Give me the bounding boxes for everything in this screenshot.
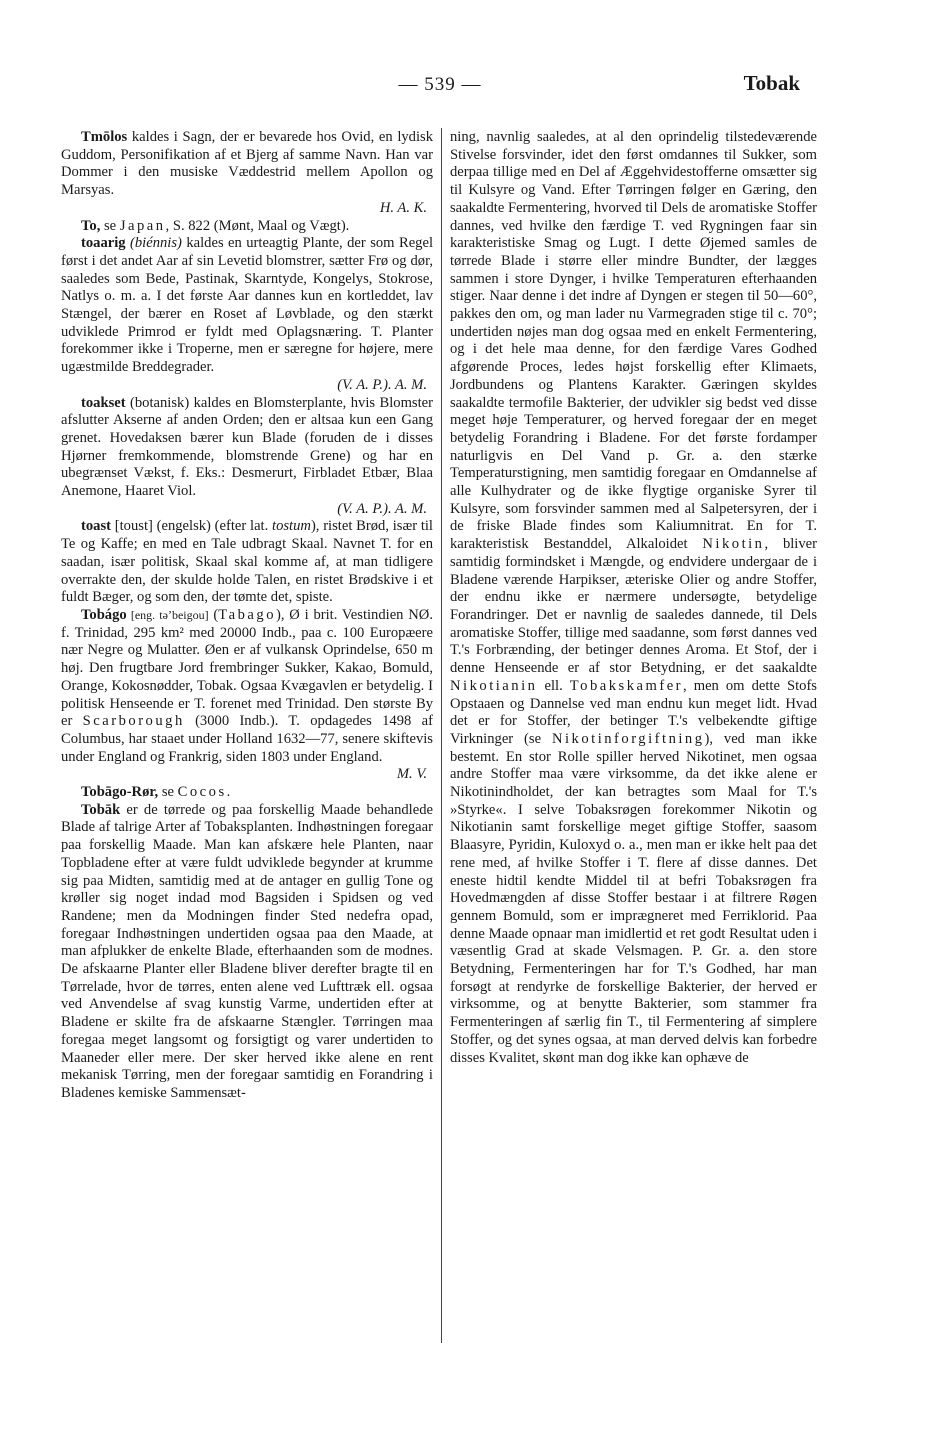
entry-text: , S. 822 (Mønt, Maal og Vægt). [165,217,350,234]
cross-reference: Tabago [218,606,276,623]
cross-reference: Cocos [177,784,227,801]
cross-reference: Scarborough [82,713,185,730]
entry-text: ell. [537,677,570,694]
entry-text: er de tørrede og paa forskellig Maade behandlede Blade af talrige Arter af Tobaksplanten. Indhøstningen foregaar paa forskellig Maade. Man kan afskære hele Planten, naar Topbladene efter at være fuldt udviklede begynder at krumme sig paa Midten, samtidig med at de antager en gullig Tone og krøller sig noget indad mod Bagsiden i Spidsen og ved Randene; men da Modningen finder Sted nedefra opad, foregaar Indhøstningen undertiden ogsaa paa den Maade, at man afplukker de enkelte Blade, efterhaanden som de modnes. De afskaarne Planter eller Bladene bliver derefter bragte til en Tørrelade, hvor de tørres, enten alene ved Lufttræk ell. ogsaa ved Anvendelse af svag kunstig Varme, undertiden efter at Bladene er skilte fra de afskaarne Stængler. Tørringen maa foregaa meget langsomt og forsigtigt og varer undertiden to Maaneder eller mere. Der sker herved ikke alene en rent mekanisk Tørring, men der foregaar samtidig en Forandring i Bladenes kemiske Sammensæt- [61,801,433,1101]
headword: Tmōlos [81,129,128,145]
cross-reference: Tobakskamfer [569,677,684,694]
pronunciation: [eng. təʼbeigou] [126,607,209,622]
entry-text: se [100,217,120,234]
entry-tobago-ror [61,784,433,802]
headword: Tobágo [81,606,127,623]
entry-text: ), Ø i brit. Vestindien NØ. f. Trinidad, 295 km² med 20000 Indb., paa c. 100 Europæere nær Negre og Mulatter. Øen er af vulkansk Oprindelse, 650 m høj. Den frugtbare Jord frembringer Sukker, Kakao, Bomuld, Orange, Kokosnødder, Tobak. Ogsaa Kvægavlen er betydelig. I politisk Henseende er T. forenet med Trinidad. Den største By er [61,606,433,730]
entry-tobak [61,802,433,1103]
cross-reference: Nikotinforgiftning [551,730,705,747]
entry-tobago [61,607,433,784]
cross-reference: Nikotianin [450,677,538,694]
latin-term: (biénnis) [125,235,182,252]
right-column [450,129,817,1067]
headword: toakset [81,394,126,411]
signature: H. A. K. [379,199,427,216]
entry-text: kaldes en urteagtig Plante, der som Regel først i det andet Aar af sin Levetid blomstrer, sætter Frø og dør, saaledes som Bede, Pastinak, Skarntyde, Kongelys, Stokrose, Natlys o. m. a. I det første Aar dannes kun en kortleddet, lav Stængel, der bærer en Roset af Løvblade, og den stærkt udviklede Primrod er fyldt med Oplagsnæring. T. Planter forekommer ikke i Troperne, men er særegne for højere, mere ugæstmilde Breddegrader. [61,235,433,376]
running-head: Tobak [743,71,800,95]
column-divider [441,128,442,1343]
headword: To, [81,217,101,234]
entry-text: . [226,784,231,801]
entry-text: ), ved man ikke bestemt. En stor Rolle spiller herved Nikotinet, men ogsaa andre Stoffer maa være virksomme, da det ikke alene er Nikotinindholdet, der kan betragtes som Maal for T.'s »Styrke«. I selve Tobaksrøgen forekommer Nikotin og Nikotianin samt forskellige meget giftige Stoffer, saasom Blaasyre, Pyridin, Kuloxyd o. a., men man er ikke helt paa det rene med, af hvilke Stoffer i T. flere af disse dannes. Det eneste hidtil kendte Middel til at befri Tobaksrøgen fra Hovedmængden af disse Stoffer bestaar i at filtrere Røgen gennem Bomuld, som er imprægneret med Ferriklorid. Paa denne Maade opnaar man imidlertid et ret godt Resultat uden i væsentlig Grad at skade Velsmagen. P. Gr. a. den store Betydning, Fermenteringen har for T.'s Godhed, har man forsøgt at rendyrke de forskellige Bakterier, der herved er virksomme, og at benytte Bakterier, som stammer fra Fermenteringen af særlig fin T., til Fermentering af simplere Stoffer, og det synes ogsaa, at man derved delvis kan forbedre disses Kvalitet, skønt man dog ikke kan ophæve de [450,730,817,1066]
pronunciation: [toust] [111,518,153,535]
headword: Tobāgo-Rør, [81,784,159,801]
signature: (V. A. P.). A. M. [337,376,427,393]
latin-term: tostum [272,518,311,535]
entry-toast [61,518,433,607]
entry-text: ( [208,606,219,623]
entry-text: , bliver samtidig formindsket i Mængde, og endvidere undergaar de i Bladene værende Harpikser, æteriske Olier og andre Stoffer, der endnu ikke er nærmere undersøgte, betydelige Forandringer. Det er navnlig de saaledes dannede, til Dels aromatiske Stoffer, tillige med saadanne, som først dannes ved T.'s Forbrænding, der betinger dennes Aroma. Et Stof, der i denne Henseende er af stor Betydning, er det saakaldte [450,536,817,677]
headword: toaarig [81,235,126,252]
signature: M. V. [396,766,427,783]
cross-reference: Japan [119,217,166,234]
entry-text: ), ristet Brød, især til Te og Kaffe; en med en Tale udbragt Skaal. Navnet T. for en saadan, især politisk, Skaal skal komme af, at man tidligere overrakte den, der skulde holde Talen, en ristet Brødskive i et fuldt Bæger, og som den, der tømte det, spiste. [61,518,433,606]
entry-tmolos [61,129,433,218]
headword: Tobāk [81,801,121,818]
signature: (V. A. P.). A. M. [337,500,427,517]
entry-text: (engelsk) (efter lat. [152,518,273,535]
entry-text: ning, navnlig saaledes, at al den oprindelig tilstedeværende Stivelse forsvinder, idet den først omdannes til Sukker, som derpaa tillige med en Del af Æggehvidestofferne omsætter sig til Kulsyre og Vand. Efter Tørringen følger en Gæring, den saakaldte Fermentering, hvorved til Dels de aromatiske Stoffer dannes, ved hvilke den færdige T. ved Rygningen faar sin karakteristiske Smag og Lugt. I dette Øjemed samles de tørrede Blade i større eller mindre Bundter, der lægges sammen i store Dynger, i hvilke Temperaturen efterhaanden stiger. Naar denne i det indre af Dyngen er stegen til 50—60°, pakkes den om, og man lader nu Varmegraden stige til c. 70°; undertiden nøjes man dog ogsaa med en enkelt Fermentering, og i det hele maa denne, for den færdige Vares Godhed afgørende Proces, ledes højst forskellig efter Klimaets, Jordbundens og Plantens Karakter. Gæringen skyldes saakaldte termofile Bakterier, der udvikler sig bedst ved disse meget høje Temperaturer, og herved foregaar der en meget betydelig Forandring i Bladene. For det første fordamper naturligvis en Del Vand p. Gr. a. den stærke Temperaturstigning, men samtidig foregaar en Omdannelse af alle Kulhydrater og de ikke flygtige organiske Syrer til Kulsyre, som forsvinder sammen med al Salpetersyren, der i de friske Blade findes som Kaliumnitrat. En for T. karakteristisk Bestanddel, Alkaloidet [450,129,817,553]
entry-text: kaldes i Sagn, der er bevarede hos Ovid, en lydisk Guddom, Personifikation af et Bjerg af samme Navn. Han var Dommer i den musiske Væddestrid mellem Apollon og Marsyas. [61,129,433,199]
entry-text: se [158,784,178,801]
entry-text: , men om dette Stofs Opstaaen og Dannelse ved man endnu kun meget lidt. Hvad det er for Stoffer, der betinger T.'s velbekendte giftige Virkninger (se [450,677,817,747]
cross-reference: Nikotin [702,536,765,553]
left-column [61,129,433,1103]
entry-to [61,218,433,236]
entry-text: (3000 Indb.). T. opdagedes 1498 af Columbus, har staaet under Holland 1632—77, senere skiftevis under England og Frankrig, siden 1803 under England. [61,713,433,765]
headword: toast [81,518,111,535]
entry-toaarig [61,235,433,394]
page-number: — 539 — [398,74,482,95]
entry-tobak-continued [450,129,817,1067]
entry-text: (botanisk) kaldes en Blomsterplante, hvis Blomster afslutter Akserne af anden Orden; den er altsaa kun een Gang grenet. Hovedaksen bærer kun Blade (foruden de i disses Hjørner fremkommende, blomstrende Grene) og har en ubegrænset Vækst, f. Eks.: Desmerurt, Firbladet Etbær, Blaa Anemone, Haaret Viol. [61,394,433,500]
entry-toakset [61,395,433,519]
